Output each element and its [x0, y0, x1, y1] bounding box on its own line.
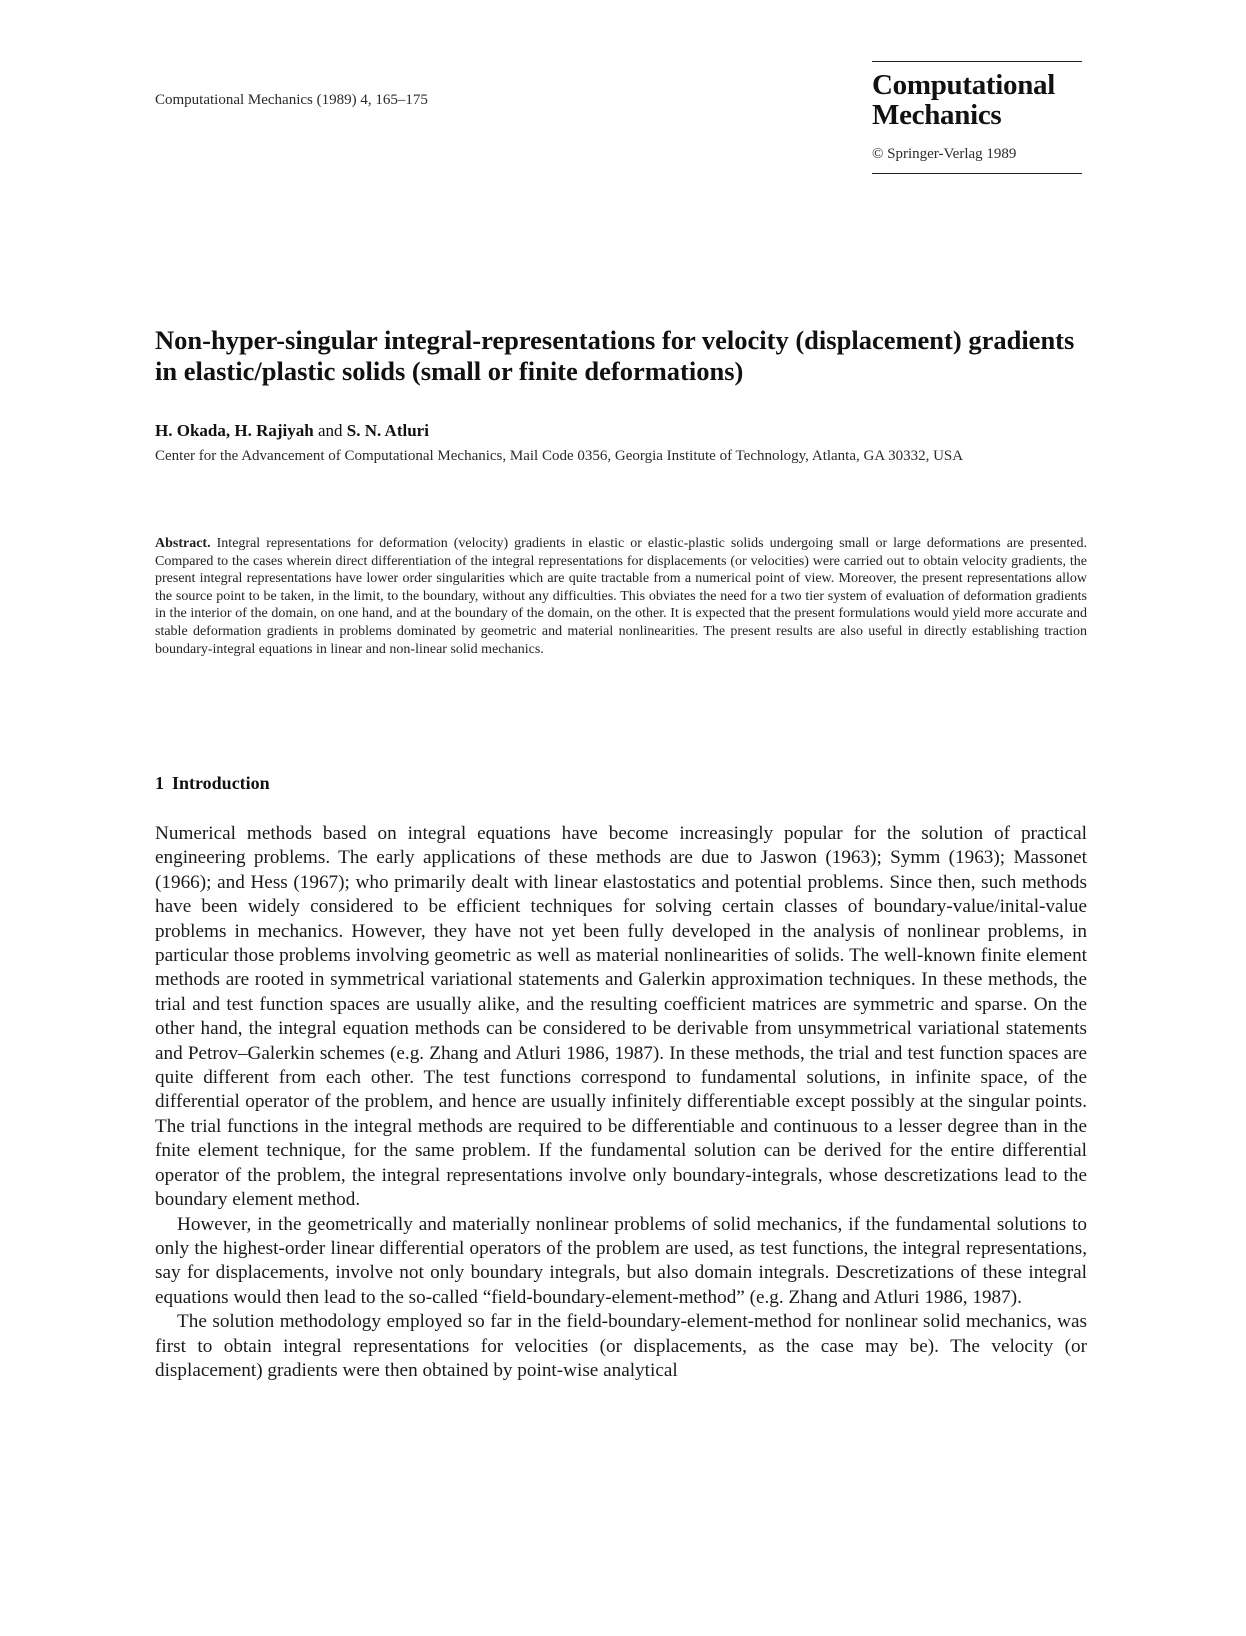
abstract-text: Integral representations for deformation (velocity) gradients in elastic or elastic-plastic solids undergoing small or large deformations are presented. Compared to the cases wherein direct differentiation of the integral representations for displacements (or velocities) were carried out to obtain velocity gradients, the present integral representations have lower order singularities which are quite tractable from a numerical point of view. Moreover, the present representations allow the source point to be taken, in the limit, to the boundary, without any difficulties. This obviates the need for a two tier system of evaluation of deformation gradients in the interior of the domain, on one hand, and at the boundary of the domain, on the other. It is expected that the present formulations would yield more accurate and stable deformation gradients in problems dominated by geometric and material nonlinearities. The present results are also useful in directly establishing traction boundary-integral equations in linear and non-linear solid mechanics. [155, 536, 1088, 657]
masthead-bottom-rule [872, 173, 1082, 174]
journal-name-line2: Mechanics [872, 99, 1002, 131]
copyright-notice: © Springer-Verlag 1989 [872, 146, 1017, 162]
abstract [155, 535, 1087, 658]
journal-citation: Computational Mechanics (1989) 4, 165–175 [155, 92, 428, 108]
journal-masthead [872, 61, 1082, 174]
introduction-body [155, 822, 1087, 1383]
author-affiliation: Center for the Advancement of Computational Mechanics, Mail Code 0356, Georgia Institute of Technology, Atlanta, GA 30332, USA [155, 448, 964, 464]
article-title: Non-hyper-singular integral-representations for velocity (displacement) gradients in elastic/plastic solids (small or finite deformations) [155, 325, 1075, 386]
paragraph: The solution methodology employed so far in the field-boundary-element-method for nonlinear solid mechanics, was first to obtain integral representations for velocities (or displacements, as the case may be). The velocity (or displacement) gradients were then obtained by point-wise analytical [155, 1311, 1087, 1381]
section-heading-introduction [155, 773, 270, 794]
author-list [155, 421, 429, 441]
paragraph: Numerical methods based on integral equations have become increasingly popular for the solution of practical engineering problems. The early applications of these methods are due to Jaswon (1963); Symm (1963); Massonet (1966); and Hess (1967); who primarily dealt with linear elastostatics and potential problems. Since then, such methods have been widely considered to be efficient techniques for solving certain classes of boundary-value/inital-value problems in mechanics. However, they have not yet been fully developed in the analysis of nonlinear problems, in particular those problems involving geometric as well as material nonlinearities of solids. The well-known finite element methods are rooted in symmetrical variational statements and Galerkin approximation techniques. In these methods, the trial and test function spaces are usually alike, and the resulting coefficient matrices are symmetric and sparse. On the other hand, the integral equation methods can be considered to be derivable from unsymmetrical variational statements and Petrov–Galerkin schemes (e.g. Zhang and Atluri 1986, 1987). In these methods, the trial and test function spaces are quite different from each other. The test functions correspond to fundamental solutions, in infinite space, of the differential operator of the problem, and hence are usually infinitely differentiable except possibly at the singular points. The trial functions in the integral methods are required to be differentiable and continuous to a lesser degree than in the fnite element technique, for the same problem. If the fundamental solution can be derived for the entire differential operator of the problem, the integral representations involve only boundary-integrals, whose descretizations lead to the boundary element method. [155, 823, 1087, 1211]
journal-name-line1: Computational [872, 69, 1056, 101]
authors-conjunction: and [317, 421, 343, 440]
section-number: 1 [155, 773, 164, 793]
authors-first: H. Okada, H. Rajiyah [155, 421, 314, 440]
paragraph: However, in the geometrically and materially nonlinear problems of solid mechanics, if the fundamental solutions to only the highest-order linear differential operators of the problem are used, as test functions, the integral representations, say for displacements, involve not only boundary integrals, but also domain integrals. Descretizations of these integral equations would then lead to the so-called “field-boundary-element-method” (e.g. Zhang and Atluri 1986, 1987). [155, 1213, 1087, 1308]
section-title: Introduction [172, 773, 270, 793]
abstract-label: Abstract. [155, 536, 211, 551]
masthead-top-rule [872, 61, 1082, 62]
authors-last: S. N. Atluri [346, 421, 429, 440]
